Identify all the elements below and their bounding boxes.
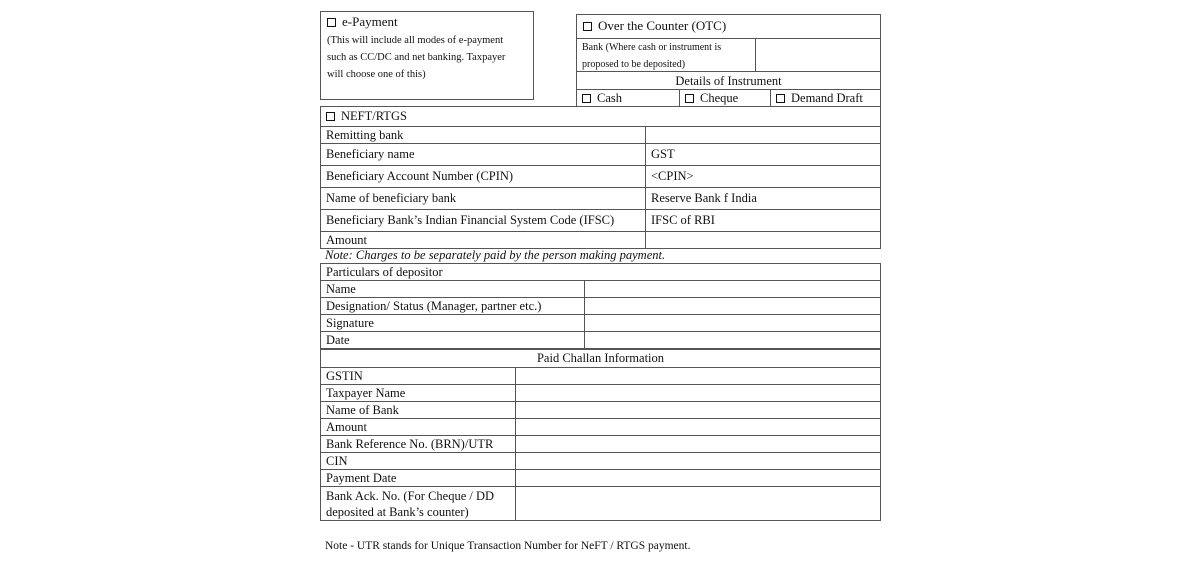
cheque-label: Cheque xyxy=(700,91,739,105)
otc-bank-line-1: Bank (Where cash or instrument is xyxy=(582,42,722,53)
otc-bank-line-2: proposed to be deposited) xyxy=(582,58,686,70)
neft-note: Note: Charges to be separately paid by the person making payment. xyxy=(325,248,666,262)
challan-row-label: Bank Reference No. (BRN)/UTR xyxy=(321,436,516,453)
challan-row-value[interactable] xyxy=(516,453,881,470)
cash-checkbox[interactable] xyxy=(582,94,591,103)
depositor-row-label: Designation/ Status (Manager, partner etc.) xyxy=(321,298,585,315)
epayment-desc-3: will choose one of this) xyxy=(327,69,426,80)
epayment-checkbox[interactable] xyxy=(327,18,336,27)
challan-row-label: CIN xyxy=(321,453,516,470)
depositor-row-value[interactable] xyxy=(585,315,881,332)
epayment-desc-1: (This will include all modes of e-payment xyxy=(327,35,504,46)
otc-option-demand-draft[interactable] xyxy=(770,89,881,107)
challan-row-value[interactable] xyxy=(516,419,881,436)
challan-row-label: Taxpayer Name xyxy=(321,385,516,402)
challan-row-label: Payment Date xyxy=(321,470,516,487)
challan-row-value[interactable] xyxy=(516,368,881,385)
challan-row-label-ack xyxy=(321,487,516,521)
challan-row-value[interactable] xyxy=(516,487,881,521)
otc-option-cheque[interactable] xyxy=(679,89,771,107)
neft-row-label: Beneficiary Bank’s Indian Financial System Code (IFSC) xyxy=(321,210,646,232)
challan-row-value[interactable] xyxy=(516,385,881,402)
demand-draft-label: Demand Draft xyxy=(791,91,863,105)
depositor-row-label: Signature xyxy=(321,315,585,332)
neft-table xyxy=(320,106,881,249)
challan-ack-line-1: Bank Ack. No. (For Cheque / DD xyxy=(326,488,495,503)
otc-title-row xyxy=(576,14,881,39)
neft-row-label: Amount xyxy=(321,232,646,249)
depositor-row-label: Date xyxy=(321,332,585,349)
depositor-row-value[interactable] xyxy=(585,281,881,298)
neft-title-cell xyxy=(321,107,881,127)
otc-details-heading: Details of Instrument xyxy=(576,71,881,90)
neft-row-value[interactable] xyxy=(646,232,881,249)
challan-ack-line-2: deposited at Bank’s counter) xyxy=(326,504,469,519)
epayment-title: e-Payment xyxy=(342,14,398,29)
otc-bank-value-cell[interactable] xyxy=(755,38,881,72)
epayment-desc-2: such as CC/DC and net banking. Taxpayer xyxy=(327,52,506,63)
depositor-heading: Particulars of depositor xyxy=(321,264,881,281)
neft-row-label: Beneficiary name xyxy=(321,144,646,166)
neft-row-value: <CPIN> xyxy=(646,166,881,188)
paid-challan-table xyxy=(320,349,881,521)
neft-row-label: Name of beneficiary bank xyxy=(321,188,646,210)
otc-option-cash[interactable] xyxy=(576,89,680,107)
neft-row-value: Reserve Bank f India xyxy=(646,188,881,210)
demand-draft-checkbox[interactable] xyxy=(776,94,785,103)
depositor-row-label: Name xyxy=(321,281,585,298)
neft-row-value: GST xyxy=(646,144,881,166)
cash-label: Cash xyxy=(597,91,622,105)
challan-row-value[interactable] xyxy=(516,402,881,419)
depositor-table xyxy=(320,263,881,349)
otc-checkbox[interactable] xyxy=(583,22,592,31)
cheque-checkbox[interactable] xyxy=(685,94,694,103)
challan-row-label: GSTIN xyxy=(321,368,516,385)
otc-title: Over the Counter (OTC) xyxy=(598,18,727,33)
otc-bank-label-cell xyxy=(576,38,756,72)
neft-row-label: Remitting bank xyxy=(321,127,646,144)
challan-row-value[interactable] xyxy=(516,470,881,487)
neft-row-value: IFSC of RBI xyxy=(646,210,881,232)
challan-row-label: Name of Bank xyxy=(321,402,516,419)
neft-checkbox[interactable] xyxy=(326,112,335,121)
challan-row-label: Amount xyxy=(321,419,516,436)
neft-row-label: Beneficiary Account Number (CPIN) xyxy=(321,166,646,188)
depositor-row-value[interactable] xyxy=(585,332,881,349)
neft-title: NEFT/RTGS xyxy=(341,109,407,123)
challan-row-value[interactable] xyxy=(516,436,881,453)
epayment-box xyxy=(320,11,534,100)
paid-challan-heading: Paid Challan Information xyxy=(321,350,881,368)
depositor-row-value[interactable] xyxy=(585,298,881,315)
footer-note: Note - UTR stands for Unique Transaction Number for NeFT / RTGS payment. xyxy=(325,540,691,552)
neft-row-value[interactable] xyxy=(646,127,881,144)
